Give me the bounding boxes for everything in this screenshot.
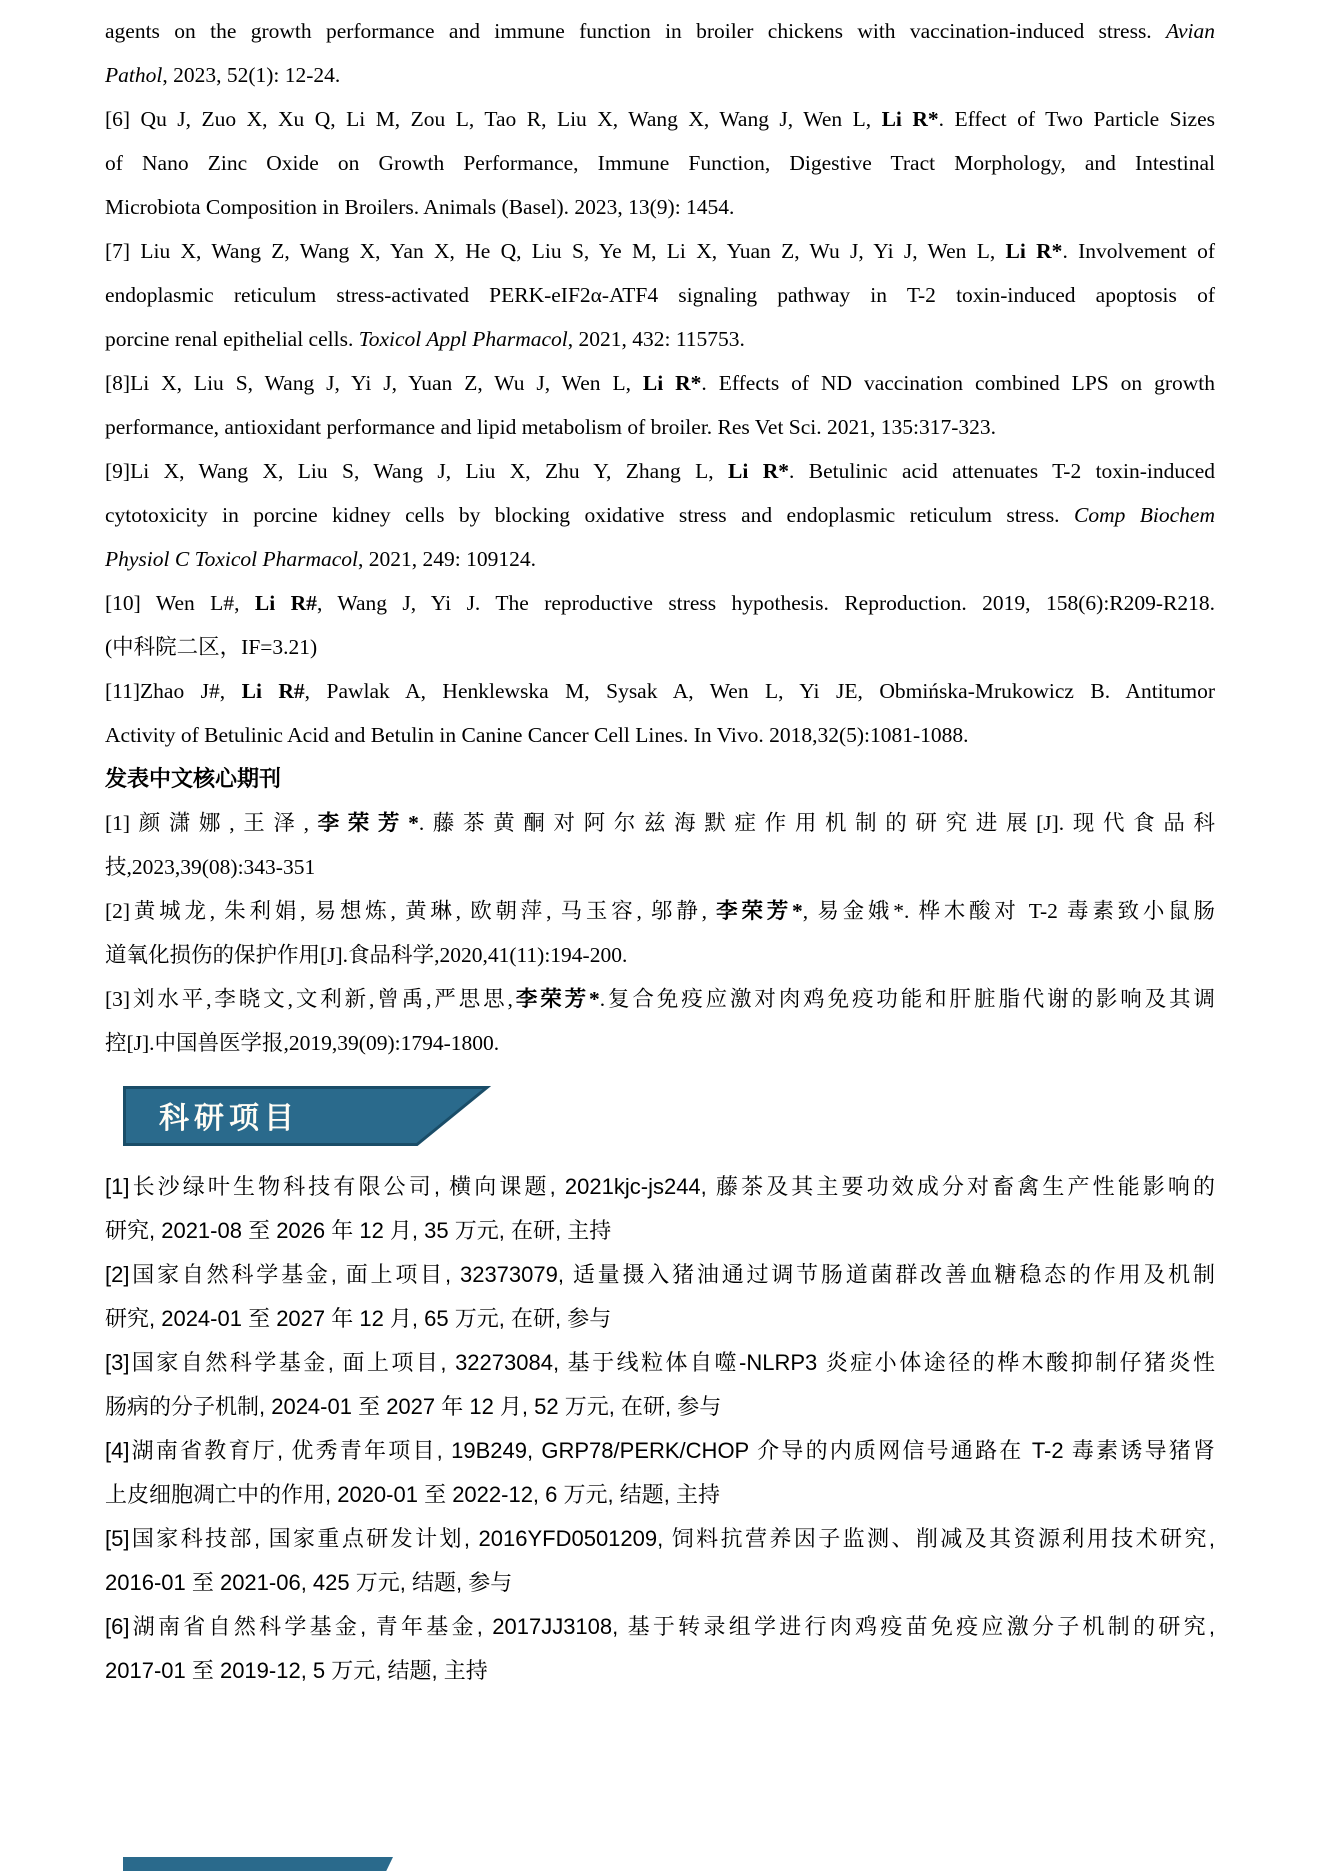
- text-line: 研究, 2021-08 至 2026 年 12 月, 35 万元, 在研, 主持: [105, 1218, 612, 1243]
- project-item: [105, 1429, 1215, 1517]
- projects-list: [105, 1165, 1215, 1693]
- text-line: [1]长沙绿叶生物科技有限公司, 横向课题, 2021kjc-js244, 藤茶及其主要功效成分对畜禽生产性能影响的: [105, 1174, 1215, 1199]
- text-line: [4]湖南省教育厅, 优秀青年项目, 19B249, GRP78/PERK/CHOP 介导的内质网信号通路在 T-2 毒素诱导猪肾: [105, 1438, 1215, 1463]
- text-line: 2017-01 至 2019-12, 5 万元, 结题, 主持: [105, 1658, 488, 1683]
- text-line: 控[J].中国兽医学报,2019,39(09):1794-1800.: [105, 1031, 500, 1055]
- text-line: [2]黄城龙, 朱利娟, 易想炼, 黄琳, 欧朝萍, 马玉容, 邬静, 李荣芳*, 易金娥*. 桦木酸对 T-2 毒素致小鼠肠: [105, 899, 1215, 923]
- text-line: 上皮细胞凋亡中的作用, 2020-01 至 2022-12, 6 万元, 结题, 主持: [105, 1482, 720, 1507]
- publications-cn-list: [105, 801, 1215, 1065]
- text-line: [3]国家自然科学基金, 面上项目, 32273084, 基于线粒体自噬-NLRP3 炎症小体途径的桦木酸抑制仔猪炎性: [105, 1350, 1215, 1375]
- reference-item-en: [105, 449, 1215, 581]
- text-line: [11]Zhao J#, Li R#, Pawlak A, Henklewska M, Sysak A, Wen L, Yi JE, Obmińska-Mrukowicz B. Antitumor: [105, 679, 1215, 703]
- project-item: [105, 1517, 1215, 1605]
- publications-en-list: [105, 9, 1215, 757]
- text-line: endoplasmic reticulum stress-activated PERK-eIF2α-ATF4 signaling pathway in T-2 toxin-induced apoptosis of: [105, 283, 1215, 307]
- banner-label: 科研项目: [159, 1101, 299, 1135]
- reference-item-en: [105, 97, 1215, 229]
- text-line: 2016-01 至 2021-06, 425 万元, 结题, 参与: [105, 1570, 513, 1595]
- reference-item-cn: [105, 801, 1215, 889]
- reference-item-en: [105, 9, 1215, 97]
- text-line: agents on the growth performance and immune function in broiler chickens with vaccination-induced stress. Avian: [105, 19, 1215, 43]
- reference-item-en: [105, 361, 1215, 449]
- text-line: [10] Wen L#, Li R#, Wang J, Yi J. The reproductive stress hypothesis. Reproduction. 2019, 158(6):R209-R218.: [105, 591, 1216, 615]
- text-line: 技,2023,39(08):343-351: [105, 855, 316, 879]
- text-line: [7] Liu X, Wang Z, Wang X, Yan X, He Q, Liu S, Ye M, Li X, Yuan Z, Wu J, Yi J, Wen L, Li R*. Involvement of: [105, 239, 1215, 263]
- text-line: Microbiota Composition in Broilers. Animals (Basel). 2023, 13(9): 1454.: [105, 195, 735, 219]
- text-line: 道氧化损伤的保护作用[J].食品科学,2020,41(11):194-200.: [105, 943, 628, 967]
- text-line: 肠病的分子机制, 2024-01 至 2027 年 12 月, 52 万元, 在研, 参与: [105, 1394, 722, 1419]
- next-section-banner-cut: [123, 1857, 393, 1871]
- project-item: [105, 1341, 1215, 1429]
- text-line: [1]颜潇娜,王泽,李荣芳*.藤茶黄酮对阿尔兹海默症作用机制的研究进展[J].现代食品科: [105, 811, 1215, 835]
- text-line: [2]国家自然科学基金, 面上项目, 32373079, 适量摄入猪油通过调节肠道菌群改善血糖稳态的作用及机制: [105, 1262, 1215, 1287]
- reference-item-en: [105, 581, 1215, 669]
- text-line: [6]湖南省自然科学基金, 青年基金, 2017JJ3108, 基于转录组学进行肉鸡疫苗免疫应激分子机制的研究,: [105, 1614, 1215, 1639]
- reference-item-cn: [105, 977, 1215, 1065]
- text-line: Activity of Betulinic Acid and Betulin in Canine Cancer Cell Lines. In Vivo. 2018,32(5):1081-1088.: [105, 723, 969, 747]
- project-item: [105, 1253, 1215, 1341]
- text-line: of Nano Zinc Oxide on Growth Performance, Immune Function, Digestive Tract Morphology, and Intestinal: [105, 151, 1215, 175]
- text-line: porcine renal epithelial cells. Toxicol Appl Pharmacol, 2021, 432: 115753.: [105, 327, 745, 351]
- text-line: Pathol, 2023, 52(1): 12-24.: [105, 63, 341, 87]
- reference-item-en: [105, 669, 1215, 757]
- text-line: (中科院二区，IF=3.21): [105, 635, 318, 659]
- reference-item-cn: [105, 889, 1215, 977]
- text-line: [3]刘水平,李晓文,文利新,曾禹,严思思,李荣芳*.复合免疫应激对肉鸡免疫功能和肝脏脂代谢的影响及其调: [105, 987, 1215, 1011]
- cn-core-journals-heading: 发表中文核心期刊: [105, 766, 282, 791]
- text-line: [6] Qu J, Zuo X, Xu Q, Li M, Zou L, Tao R, Liu X, Wang X, Wang J, Wen L, Li R*. Effect of Two Particle Sizes: [105, 107, 1215, 131]
- text-line: [9]Li X, Wang X, Liu S, Wang J, Liu X, Zhu Y, Zhang L, Li R*. Betulinic acid attenuates T-2 toxin-induced: [105, 459, 1215, 483]
- projects-section: [105, 1165, 1215, 1693]
- text-line: performance, antioxidant performance and lipid metabolism of broiler. Res Vet Sci. 2021, 135:317-323.: [105, 415, 997, 439]
- text-line: Physiol C Toxicol Pharmacol, 2021, 249: 109124.: [105, 547, 536, 571]
- research-projects-banner: [123, 1086, 491, 1147]
- text-line: cytotoxicity in porcine kidney cells by blocking oxidative stress and endoplasmic reticulum stress. Comp Biochem: [105, 503, 1215, 527]
- text-line: [8]Li X, Liu S, Wang J, Yi J, Yuan Z, Wu J, Wen L, Li R*. Effects of ND vaccination combined LPS on growth: [105, 371, 1215, 395]
- reference-item-en: [105, 229, 1215, 361]
- text-line: 研究, 2024-01 至 2027 年 12 月, 65 万元, 在研, 参与: [105, 1306, 612, 1331]
- project-item: [105, 1165, 1215, 1253]
- project-item: [105, 1605, 1215, 1693]
- publications-section: [105, 9, 1215, 1065]
- text-line: [5]国家科技部, 国家重点研发计划, 2016YFD0501209, 饲料抗营养因子监测、削减及其资源利用技术研究,: [105, 1526, 1215, 1551]
